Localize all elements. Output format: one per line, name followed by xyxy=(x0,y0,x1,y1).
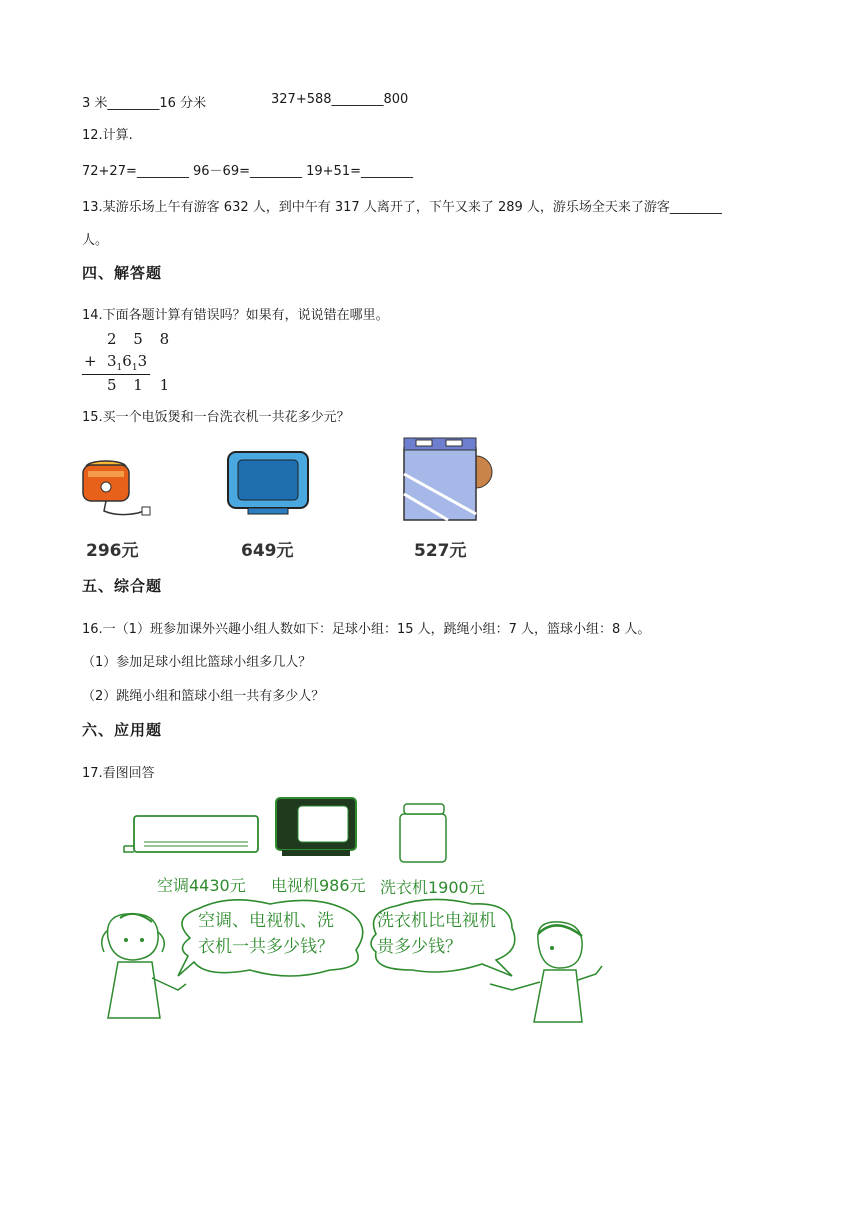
addend-bottom xyxy=(107,352,147,373)
plus-sign: + xyxy=(84,352,103,370)
speech-bubble-right: 洗衣机比电视机贵多少钱？ xyxy=(377,911,496,957)
carry-mark: 1 xyxy=(116,363,123,373)
digit: 6 xyxy=(122,352,132,370)
question-12-line: 72+27=________ 96－69=________ 19+51=________ xyxy=(82,164,413,179)
speech-bubble-left: 空调、电视机、洗衣机一共多少钱？ xyxy=(198,911,334,957)
price-label: 296元 xyxy=(86,541,139,561)
section-heading-4: 四、解答题 xyxy=(82,264,163,282)
tv-outline-icon xyxy=(272,794,362,858)
girl-illustration xyxy=(94,908,190,1028)
question-13-line2: 人。 xyxy=(82,233,109,248)
section-heading-6: 六、应用题 xyxy=(82,721,163,739)
rice-cooker-icon xyxy=(78,455,158,525)
digit: 3 xyxy=(107,352,117,370)
vertical-addition xyxy=(82,328,176,398)
question-16-sub1: （1）参加足球小组比篮球小组多几人？ xyxy=(82,655,312,670)
caption-washer: 洗衣机1900元 xyxy=(380,878,485,897)
question-16-sub2: （2）跳绳小组和篮球小组一共有多少人？ xyxy=(82,689,325,704)
section-heading-5: 五、综合题 xyxy=(82,577,163,595)
carry-mark: 1 xyxy=(131,363,138,373)
line-compare-sum: 327+588________800 xyxy=(271,92,409,107)
line-compare-length: 3 米________16 分米 xyxy=(82,96,207,111)
question-13-line1: 13.某游乐场上午有游客 632 人，到中午有 317 人离开了，下午又来了 289 人，游乐场全天来了游客________ xyxy=(82,200,722,215)
question-14-title: 14.下面各题计算有错误吗？如果有，说说错在哪里。 xyxy=(82,308,389,323)
price-label: 649元 xyxy=(241,541,294,561)
washing-machine-icon xyxy=(398,434,498,526)
question-12-title: 12.计算. xyxy=(82,128,133,143)
washer-outline-icon xyxy=(394,800,454,866)
price-label: 527元 xyxy=(414,541,467,561)
caption-air-conditioner: 空调4430元 xyxy=(157,876,246,895)
tv-icon xyxy=(224,448,312,518)
sum-result: 5 1 1 xyxy=(107,376,176,394)
boy-illustration xyxy=(486,918,606,1030)
question-15-title: 15.买一个电饭煲和一台洗衣机一共花多少元？ xyxy=(82,410,350,425)
sum-line xyxy=(82,374,150,375)
question-17-title: 17.看图回答 xyxy=(82,766,155,781)
addend-top: 2 5 8 xyxy=(107,330,176,348)
air-conditioner-icon xyxy=(120,812,265,862)
question-16-title: 16.一（1）班参加课外兴趣小组人数如下：足球小组：15 人，跳绳小组：7 人，篮球小组：8 人。 xyxy=(82,622,651,637)
digit: 3 xyxy=(137,352,148,370)
caption-tv: 电视机986元 xyxy=(271,876,366,895)
